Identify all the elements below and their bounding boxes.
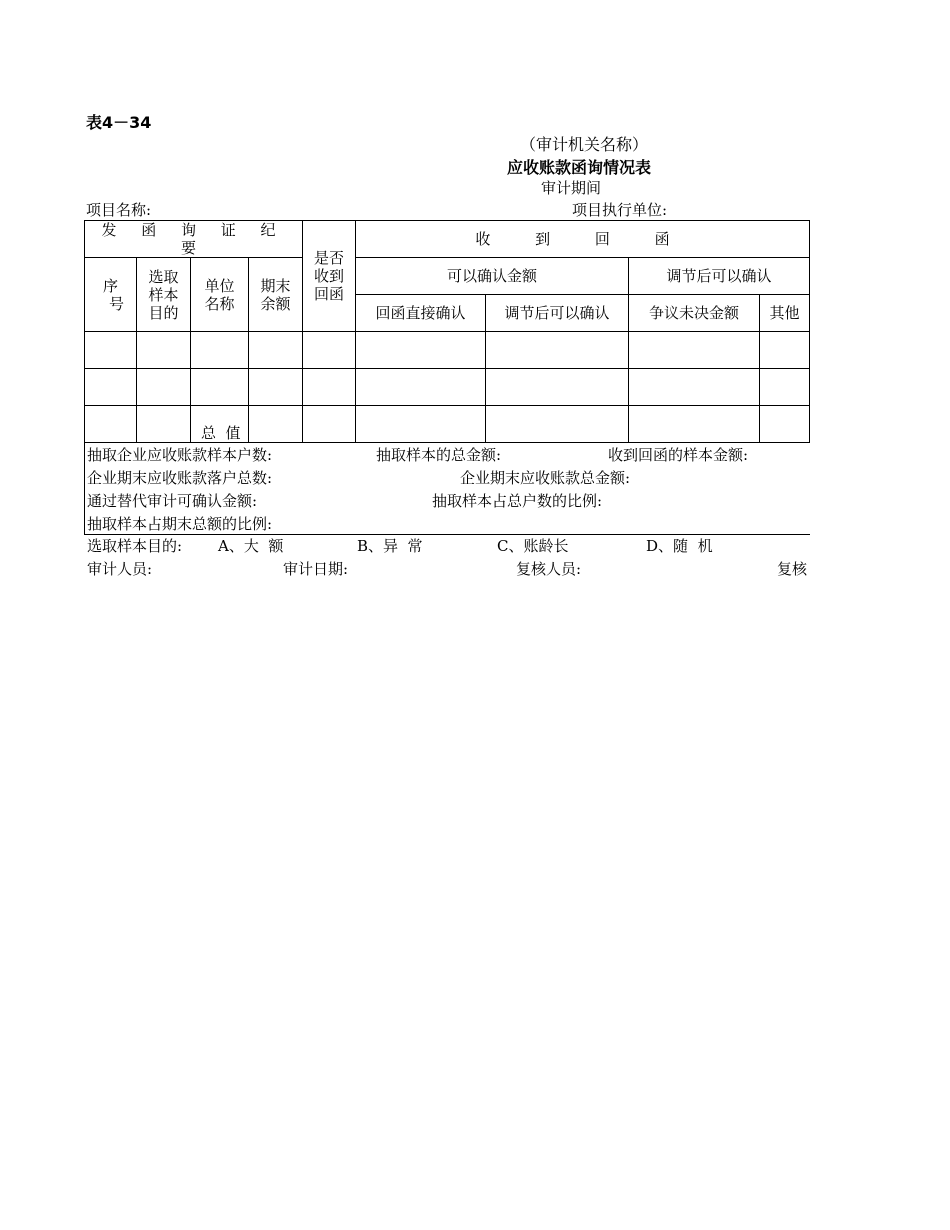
alt-audit-label: 通过替代审计可确认金额: [87, 492, 258, 510]
receive-group-header: 收 到 回 函 [356, 221, 810, 258]
project-name-label: 项目名称: [86, 201, 152, 219]
audit-period-label: 审计期间 [541, 179, 602, 197]
table-cell[interactable] [760, 406, 810, 443]
table-cell[interactable] [629, 406, 760, 443]
total-households-label: 企业期末应收账款落户总数: [87, 469, 273, 487]
total-label: 总 值 [191, 406, 249, 443]
table-cell[interactable] [356, 406, 486, 443]
confirmation-table [84, 220, 810, 443]
summary-left-border [84, 443, 85, 534]
seq-header: 序 号 [85, 258, 137, 332]
sample-total-label: 抽取样本的总金额: [376, 446, 502, 464]
audit-date-label: 审计日期: [283, 560, 349, 578]
table-cell[interactable] [303, 369, 356, 406]
table-cell[interactable] [191, 332, 249, 369]
reviewer-label: 复核人员: [516, 560, 582, 578]
project-unit-label: 项目执行单位: [572, 201, 668, 219]
table-cell[interactable] [137, 369, 191, 406]
table-cell[interactable] [249, 406, 303, 443]
other-header: 其他 [760, 295, 810, 332]
table-cell[interactable] [629, 369, 760, 406]
ratio-households-label: 抽取样本占总户数的比例: [432, 492, 603, 510]
table-cell[interactable] [85, 332, 137, 369]
adjusted-group-header: 调节后可以确认 [629, 258, 810, 295]
disputed-header: 争议未决金额 [629, 295, 760, 332]
send-group-header: 发 函 询 证 纪 要 [85, 221, 303, 258]
purpose-header: 选取 样本 目的 [137, 258, 191, 332]
balance-header: 期末 余额 [249, 258, 303, 332]
review-label: 复核 [777, 560, 808, 578]
table-cell[interactable] [85, 406, 137, 443]
table-cell[interactable] [356, 369, 486, 406]
adjusted-confirm-header: 调节后可以确认 [486, 295, 629, 332]
total-amount-label: 企业期末应收账款总金额: [460, 469, 631, 487]
table-cell[interactable] [486, 332, 629, 369]
table-cell[interactable] [249, 332, 303, 369]
purpose-option-c: C、账龄长 [497, 537, 569, 555]
form-number: 表4－34 [86, 113, 152, 132]
table-cell[interactable] [249, 369, 303, 406]
confirmable-header: 可以确认金额 [356, 258, 629, 295]
purpose-option-d: D、随 机 [646, 537, 713, 555]
table-cell[interactable] [356, 332, 486, 369]
table-cell[interactable] [760, 369, 810, 406]
total-row [85, 406, 810, 443]
purpose-option-a: A、大 额 [218, 537, 284, 555]
table-cell[interactable] [486, 369, 629, 406]
sample-count-label: 抽取企业应收账款样本户数: [87, 446, 273, 464]
table-cell[interactable] [137, 332, 191, 369]
table-row [85, 332, 810, 369]
table-cell[interactable] [303, 406, 356, 443]
agency-name: （审计机关名称） [520, 135, 649, 154]
purpose-option-b: B、异 常 [357, 537, 423, 555]
unit-name-header: 单位 名称 [191, 258, 249, 332]
table-cell[interactable] [303, 332, 356, 369]
table-cell[interactable] [85, 369, 137, 406]
direct-confirm-header: 回函直接确认 [356, 295, 486, 332]
reply-received-header: 是否 收到 回函 [303, 221, 356, 332]
table-row [85, 369, 810, 406]
page-title: 应收账款函询情况表 [507, 158, 652, 177]
table-cell[interactable] [629, 332, 760, 369]
table-cell[interactable] [191, 369, 249, 406]
table-cell[interactable] [486, 406, 629, 443]
table-cell[interactable] [137, 406, 191, 443]
reply-amount-label: 收到回函的样本金额: [608, 446, 749, 464]
purpose-label: 选取样本目的: [87, 537, 183, 555]
table-cell[interactable] [760, 332, 810, 369]
ratio-amount-label: 抽取样本占期末总额的比例: [87, 515, 273, 533]
auditor-label: 审计人员: [87, 560, 153, 578]
